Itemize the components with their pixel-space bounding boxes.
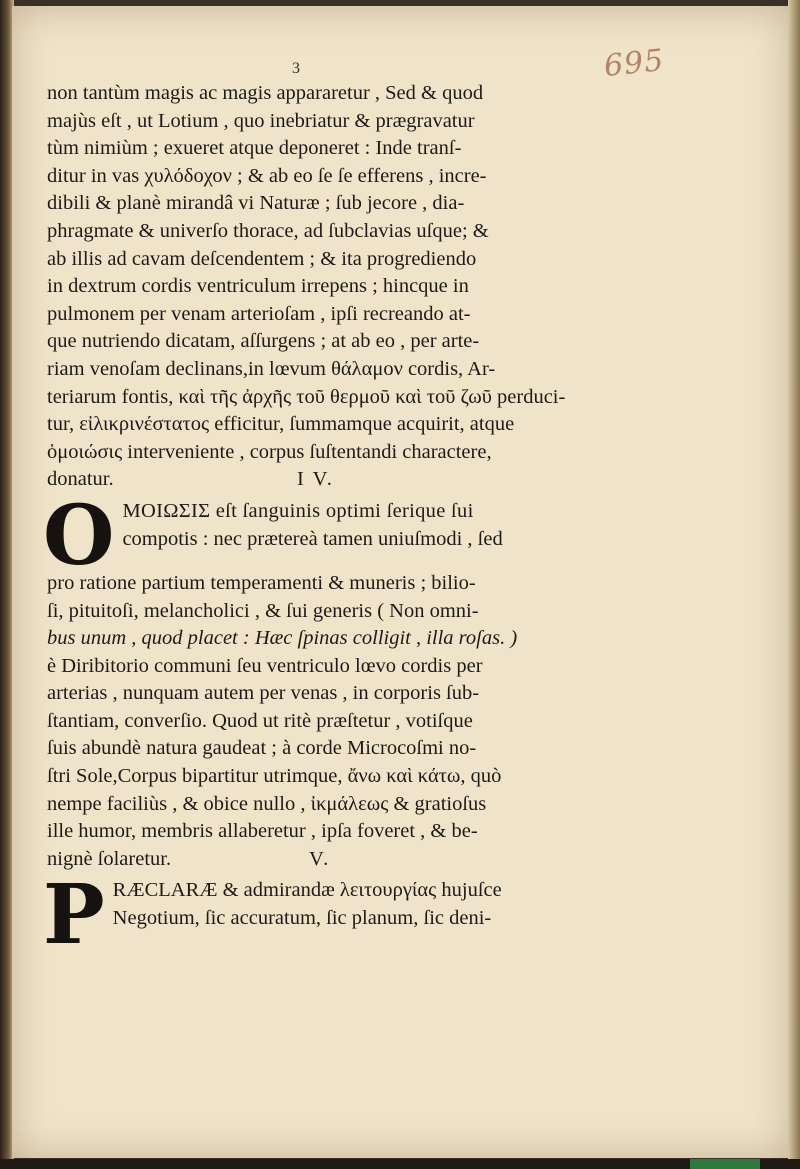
folio-number: 695 <box>602 42 666 85</box>
text-line: dibili & planè mirandâ vi Naturæ ; ſub jecore , dia- <box>47 192 465 215</box>
text-line: Negotium, ſic accuratum, ſic planum, ſic deni- <box>112 907 492 930</box>
section-heading-4: I V. <box>297 468 334 491</box>
text-line: ab illis ad cavam deſcendentem ; & ita progrediendo <box>47 247 477 270</box>
text-line: teriarum fontis, καὶ τῆς ἀρχῆς τοῦ θερμοῦ καὶ τοῦ ζωῦ perduci- <box>47 385 566 408</box>
text-line: riam venoſam declinans,in lœvum θάλαμον cordis, Ar- <box>47 357 496 380</box>
signature-mark: 3 <box>292 60 300 77</box>
bottom-strip <box>0 1159 800 1169</box>
text-line: nempe faciliùs , & obice nullo , ἰκμάλεως & gratioſus <box>47 792 487 815</box>
text-line: pro ratione partium temperamenti & muneris ; bilio- <box>47 571 476 594</box>
text-line: tùm nimiùm ; exueret atque deponeret : Inde tranſ- <box>47 137 462 160</box>
paragraph-3 <box>43 867 567 964</box>
text-line: bus unum , quod placet : Hæc ſpinas colligit , illa roſas. ) <box>47 627 518 650</box>
text-line-last <box>47 466 567 494</box>
text-line: ὁμοιώσις interveniente , corpus ſuſtentandi charactere, <box>47 440 492 463</box>
text-line: majùs eſt , ut Lotium , quo inebriatur & prægravatur <box>47 109 475 132</box>
text-line: ſtri Sole,Corpus bipartitur utrimque, ἄνω καὶ κάτω, quò <box>47 765 502 788</box>
bookmark-tab <box>690 1159 760 1169</box>
text-line: ſtantiam, converſio. Quod ut ritè præſtetur , votiſque <box>47 709 473 732</box>
text-line: RÆCLARÆ & admirandæ λειτουργίας hujuſce <box>112 879 502 902</box>
paragraph-2 <box>43 487 567 874</box>
text-line: arterias , nunquam autem per venas , in corporis ſub- <box>47 682 480 705</box>
section-heading-5: V. <box>309 847 331 870</box>
page-text <box>43 80 567 964</box>
text-line: ſi, pituitoſi, melancholici , & ſui generis ( Non omni- <box>47 599 479 622</box>
text-line: phragmate & univerſo thorace, ad ſubclavias uſque; & <box>47 219 489 242</box>
text-line: ſuis abundè natura gaudeat ; à corde Microcoſmi no- <box>47 737 477 760</box>
text-line-last <box>47 846 567 874</box>
text-line: pulmonem per venam arterioſam , ipſi recreando at- <box>47 302 471 325</box>
text-span: nignè ſolaretur. <box>47 847 172 870</box>
text-line: in dextrum cordis ventriculum irrepens ; hincque in <box>47 275 469 298</box>
text-line: è Diribitorio communi ſeu ventriculo lœvo cordis per <box>47 654 483 677</box>
page-edge <box>788 0 800 1169</box>
paragraph-1 <box>47 80 567 494</box>
text-line: non tantùm magis ac magis appararetur , Sed & quod <box>47 82 484 104</box>
text-line: tur, εἰλικρινέστατος efficitur, ſummamque acquirit, atque <box>47 413 515 436</box>
text-line: MOIΩΣIΣ eſt ſanguinis optimi ſerique ſui <box>122 499 474 522</box>
drop-cap-o: O <box>43 487 115 584</box>
drop-cap-p: P <box>43 867 105 964</box>
text-line: ditur in vas χυλόδοχον ; & ab eo ſe ſe efferens , incre- <box>47 164 487 187</box>
text-line: compotis : nec prætereà tamen uniuſmodi , ſed <box>122 527 503 550</box>
text-span: donatur. <box>47 468 114 491</box>
text-line: que nutriendo dicatam, aſſurgens ; at ab eo , per arte- <box>47 330 480 353</box>
text-line: ille humor, membris allaberetur , ipſa foveret , & be- <box>47 820 478 843</box>
